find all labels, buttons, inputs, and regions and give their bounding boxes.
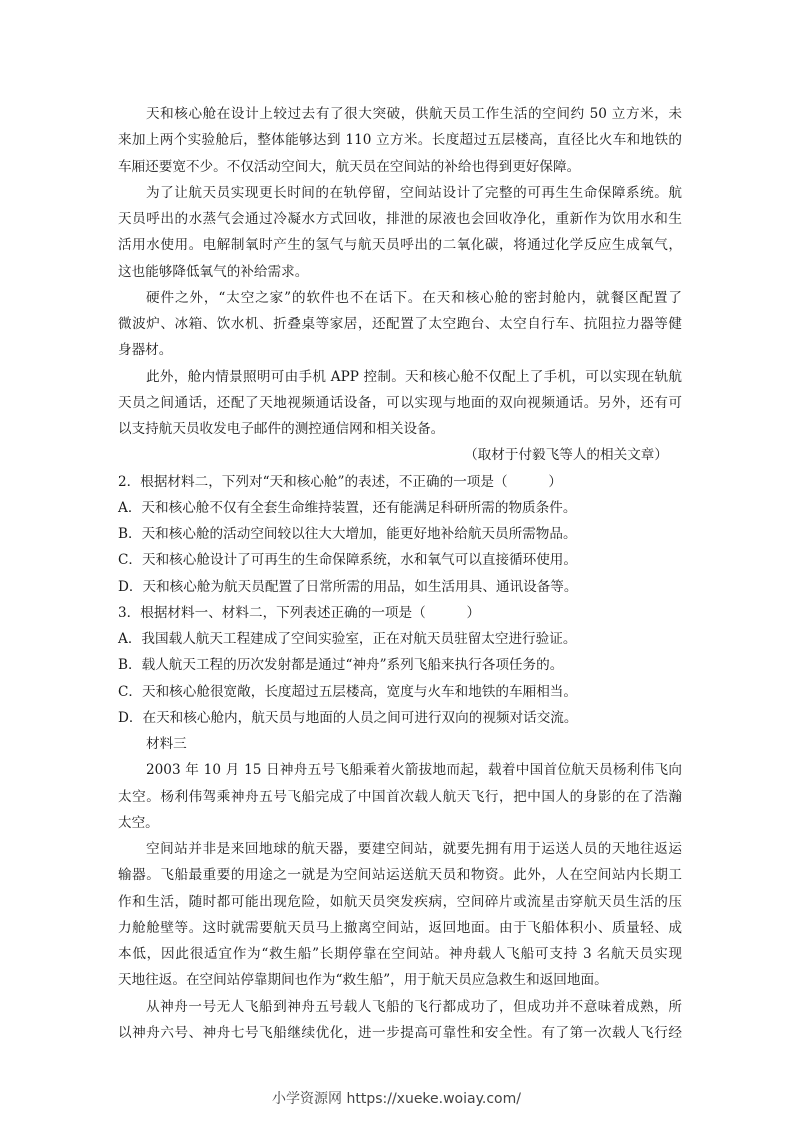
text-line: 太空。杨利伟驾乘神舟五号飞船完成了中国首次载人航天飞行，把中国人的身影的在了浩瀚 [118, 788, 682, 805]
text-line: 天员之间通话，还配了天地视频通话设备，可以实现与地面的双向视频通话。另外，还有可 [118, 394, 682, 411]
text-line: 身器材。 [118, 342, 173, 359]
text-line: 活用水使用。电解制氧时产生的氢气与航天员呼出的二氧化碳，将通过化学反应生成氧气， [118, 237, 682, 254]
text-line: A．天和核心舱不仅有全套生命维持装置，还有能满足科研所需的物质条件。 [118, 499, 577, 516]
text-line: （取材于付毅飞等人的相关文章） [464, 447, 668, 464]
text-line: 天地往返。在空间站停靠期间也作为“救生船”，用于航天员应急救生和返回地面。 [118, 972, 608, 989]
footer-watermark: 小学资源网 https://xueke.woiay.com/ [272, 1091, 521, 1107]
text-line: 2．根据材料二，下列对“天和核心舱”的表述，不正确的一项是（ ） [118, 473, 562, 490]
text-line: 天员呼出的水蒸气会通过冷凝水方式回收，排泄的尿液也会回收净化，重新作为饮用水和生 [118, 211, 682, 227]
text-line: 太空。 [118, 814, 159, 831]
text-line: A．我国载人航天工程建成了空间实验室，正在对航天员驻留太空进行验证。 [118, 631, 577, 647]
text-line: B．载人航天工程的历次发射都是通过“神舟”系列飞船来执行各项任务的。 [118, 657, 564, 674]
text-line: 从神舟一号无人飞船到神舟五号载人飞船的飞行都成功了，但成功并不意味着成熟，所 [146, 998, 682, 1015]
text-line: 以神舟六号、神舟七号飞船继续优化，进一步提高可靠性和安全性。有了第一次载人飞行经 [118, 1024, 682, 1041]
text-line: 天和核心舱在设计上较过去有了很大突破，供航天员工作生活的空间约 50 立方米，未 [146, 106, 682, 122]
text-line: 空间站并非是来回地球的航天器，要建空间站，就要先拥有用于运送人员的天地往返运 [146, 841, 682, 857]
text-line: 材料三 [146, 736, 187, 752]
text-line: C．天和核心舱很宽敞，长度超过五层楼高，宽度与火车和地铁的车厢相当。 [118, 683, 577, 700]
text-line: 本低，因此很适宜作为“救生船”长期停靠在空间站。神舟载人飞船可支持 3 名航天员实现 [118, 946, 682, 962]
text-line: 力舱舱壁等。这时就需要航天员马上撤离空间站，返回地面。由于飞船体积小、质量轻、成 [118, 919, 682, 936]
text-line: 来加上两个实验舱后，整体能够达到 110 立方米。长度超过五层楼高，直径比火车和地铁的 [118, 132, 682, 149]
document-body [118, 101, 682, 1046]
text-line: 作和生活，随时都可能出现危险，如航天员突发疾病，空间碎片或流星击穿航天员生活的压 [118, 893, 682, 910]
text-line: 3．根据材料一、材料二，下列表述正确的一项是（ ） [118, 604, 481, 621]
text-line: 以支持航天员收发电子邮件的测控通信网和相关设备。 [118, 421, 445, 437]
text-line: 微波炉、冰箱、饮水机、折叠桌等家居，还配置了太空跑台、太空自行车、抗阻拉力器等健 [118, 316, 682, 332]
text-line: 此外，舱内情景照明可由手机 APP 控制。天和核心舱不仅配上了手机，可以实现在轨航 [146, 368, 682, 385]
text-line: D．天和核心舱为航天员配置了日常所需的用品，如生活用具、通讯设备等。 [118, 578, 578, 595]
text-line: B．天和核心舱的活动空间较以往大大增加，能更好地补给航天员所需物品。 [118, 526, 577, 542]
text-line: D．在天和核心舱内，航天员与地面的人员之间可进行双向的视频对话交流。 [118, 709, 578, 726]
text-line: 2003 年 10 月 15 日神舟五号飞船乘着火箭拔地而起，载着中国首位航天员杨利伟飞向 [146, 762, 682, 779]
text-line: 硬件之外，“太空之家”的软件也不在话下。在天和核心舱的密封舱内，就餐区配置了 [146, 289, 682, 306]
text-line: 这也能够降低氧气的补给需求。 [118, 263, 309, 280]
text-line: 输器。飞船最重要的用途之一就是为空间站运送航天员和物资。此外，人在空间站内长期工 [118, 867, 682, 884]
text-line: 为了让航天员实现更长时间的在轨停留，空间站设计了完整的可再生生命保障系统。航 [146, 184, 682, 201]
text-line: 车厢还要宽不少。不仅活动空间大，航天员在空间站的补给也得到更好保障。 [118, 158, 581, 175]
text-line: C．天和核心舱设计了可再生的生命保障系统，水和氧气可以直接循环使用。 [118, 552, 577, 569]
